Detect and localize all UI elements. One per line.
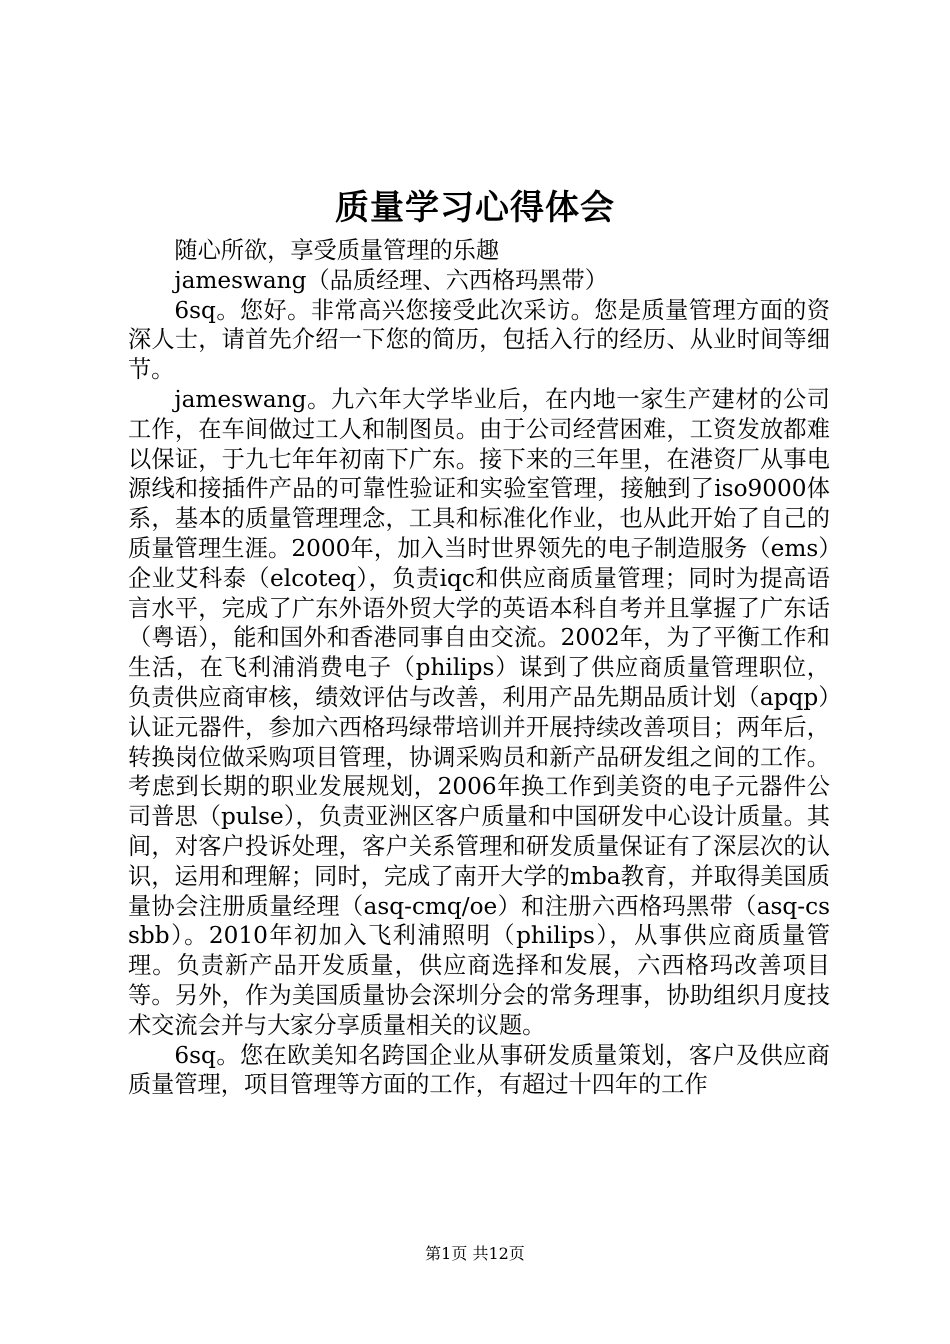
document-body xyxy=(128,236,830,1100)
question-paragraph-2: 6sq。您在欧美知名跨国企业从事研发质量策划，客户及供应商质量管理，项目管理等方面的工作，有超过十四年的工作 xyxy=(128,1041,830,1099)
page-number-footer: 第1页 共12页 xyxy=(425,1244,525,1263)
subtitle-paragraph: 随心所欲，享受质量管理的乐趣 xyxy=(174,237,500,264)
document-title: 质量学习心得体会 xyxy=(335,188,615,228)
answer-paragraph: jameswang。九六年大学毕业后，在内地一家生产建材的公司工作，在车间做过工人和制图员。由于公司经营困难，工资发放都难以保证，于九七年年初南下广东。接下来的三年里，在港资厂从事电源线和接插件产品的可靠性验证和实验室管理，接触到了iso9000体系，基本的质量管理理念，工具和标准化作业，也从此开始了自己的质量管理生涯。2000年，加入当时世界领先的电子制造服务（ems）企业艾科泰（elcoteq），负责iqc和供应商质量管理；同时为提高语言水平，完成了广东外语外贸大学的英语本科自考并且掌握了广东话（粤语），能和国外和香港同事自由交流。2002年，为了平衡工作和生活，在飞利浦消费电子（philips）谋到了供应商质量管理职位，负责供应商审核，绩效评估与改善，利用产品先期品质计划（apqp）认证元器件，参加六西格玛绿带培训并开展持续改善项目；两年后，转换岗位做采购项目管理，协调采购员和新产品研发组之间的工作。考虑到长期的职业发展规划，2006年换工作到美资的电子元器件公司普思（pulse），负责亚洲区客户质量和中国研发中心设计质量。其间，对客户投诉处理，客户关系管理和研发质量保证有了深层次的认识，运用和理解；同时，完成了南开大学的mba教育，并取得美国质量协会注册质量经理（asq-cmq/oe）和注册六西格玛黑带（asq-cssbb）。2010年初加入飞利浦照明（philips），从事供应商质量管理。负责新产品开发质量，供应商选择和发展，六西格玛改善项目等。另外，作为美国质量协会深圳分会的常务理事，协助组织月度技术交流会并与大家分享质量相关的议题。 xyxy=(128,385,830,1039)
question-paragraph: 6sq。您好。非常高兴您接受此次采访。您是质量管理方面的资深人士，请首先介绍一下您的简历，包括入行的经历、从业时间等细节。 xyxy=(128,296,830,384)
interviewee-paragraph: jameswang（品质经理、六西格玛黑带） xyxy=(174,266,608,294)
